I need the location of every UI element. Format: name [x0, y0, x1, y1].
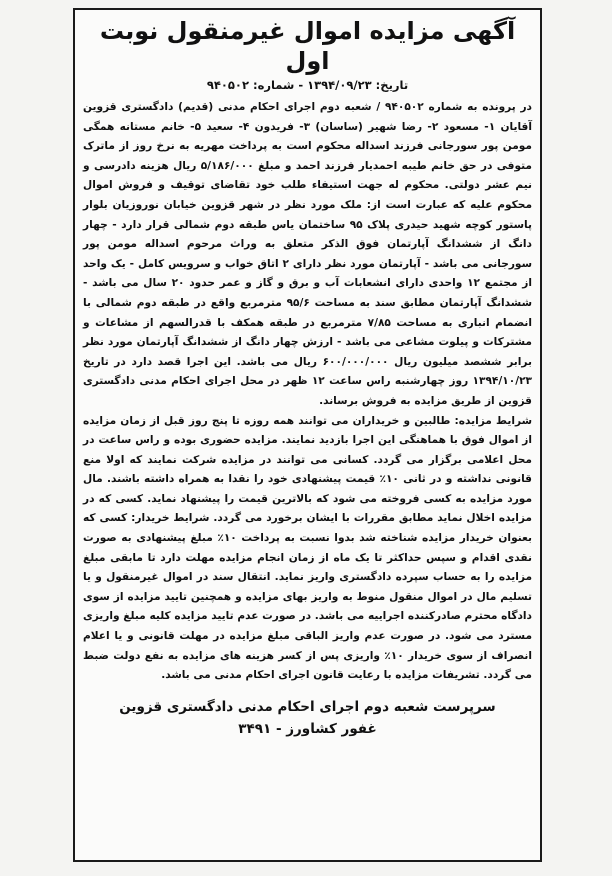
notice-date-line: تاریخ: ۱۳۹۴/۰۹/۲۳ - شماره: ۹۴۰۵۰۲ — [206, 78, 409, 92]
notice-signature — [75, 696, 540, 740]
notice-frame — [73, 8, 542, 862]
signature-title: سرپرست شعبه دوم اجرای احکام مدنی دادگستری قزوین — [119, 698, 496, 715]
notice-paragraph-conditions: شرایط مزایده: طالبین و خریداران می توانند همه روزه تا پنج روز قبل از زمان مزایده از اموال فوق با هماهنگی این اجرا بازدید نمایند. مزایده حضوری بوده و راس ساعت در محل اعلامی برگزار می گردد. کسانی می توانند در مزایده شرکت نمایند که اولا منع قانونی نداشته و در ثانی ۱۰٪ قیمت پیشنهادی خود را نقدا به همراه داشته باشند. مال مورد مزایده به کسی فروخته می شود که بالاترین قیمت را پیشنهاد نماید. کسی که در مزایده اخلال نماید مطابق مقررات با ایشان برخورد می گردد. شرایط خریدار: کسی که بعنوان خریدار مزایده شناخته شد بدوا نسبت به پرداخت ۱۰٪ مبلغ پیشنهادی به صورت نقدی اقدام و سپس حداکثر تا یک ماه از زمان انجام مزایده مهلت دارد تا مابقی مبلغ مزایده را به حساب سپرده دادگستری واریز نماید. انتقال سند در اموال غیرمنقول و یا تسلیم مال در اموال منقول منوط به واریز بهای مزایده و همچنین تایید مزایده از سوی دادگاه محترم صادرکننده اجراییه می باشد. در صورت عدم تایید مزایده کلیه مبلغ واریزی مسترد می شود. در صورت عدم واریز الباقی مبلغ مزایده در مهلت قانونی و یا اعلام انصراف از سوی خریدار ۱۰٪ واریزی پس از کسر هزینه های مزایده به نفع دولت ضبط می گردد. تشریفات مزایده با رعایت قانون اجرای احکام مدنی می باشد. — [83, 414, 532, 682]
signature-name: غفور کشاورز - ۳۴۹۱ — [238, 720, 377, 737]
notice-title: آگهی مزایده اموال غیرمنقول نوبت اول — [99, 17, 516, 75]
notice-body — [75, 98, 540, 686]
notice-paragraph-case: در پرونده به شماره ۹۴۰۵۰۲ / شعبه دوم اجرای احکام مدنی (قدیم) دادگستری قزوین آقایان ۱- مسعود ۲- رضا شهیر (ساسان) ۳- فریدون ۴- سعید ۵- خانم مستانه همگی مومن پور سورجانی فرزند اسداله محکوم است به پرداخت مهریه به نرخ روز از ماترک متوفی در حق خانم طیبه احمدیار فرزند احمد و مبلغ ۵/۱۸۶/۰۰۰ ریال هزینه دادرسی و نیم عشر دولتی. محکوم له جهت استیفاء طلب خود تقاضای توقیف و فروش اموال محکوم علیه که عبارت است از: ملک مورد نظر در شهر قزوین خیابان نوروزیان بلوار پاستور کوچه شهید حیدری پلاک ۹۵ ساختمان یاس طبقه دوم شمالی قرار دارد - چهار دانگ از ششدانگ آپارتمان فوق الذکر متعلق به وراث مرحوم اسداله مومن پور سورجانی می باشد - آپارتمان مورد نظر دارای ۲ اتاق خواب و سرویس کامل - یک واحد از مجتمع ۱۲ واحدی دارای انشعابات آب و برق و گاز و عمر حدود ۲۰ سال می باشد - ششدانگ آپارتمان مطابق سند به مساحت ۹۵/۶ مترمربع واقع در طبقه دوم شمالی با انضمام انباری به مساحت ۷/۸۵ مترمربع در طبقه همکف با قدرالسهم از مشاعات و مشترکات و پیلوت مشاعی می باشد - ارزش چهار دانگ از ششدانگ آپارتمان مورد نظر برابر ششصد میلیون ریال ۶۰۰/۰۰۰/۰۰۰ ریال می باشد. این اجرا قصد دارد در تاریخ ۱۳۹۴/۱۰/۲۳ روز چهارشنبه راس ساعت ۱۲ ظهر در محل اجرای احکام مدنی دادگستری قزوین از طریق مزایده به فروش برساند. — [83, 101, 533, 407]
